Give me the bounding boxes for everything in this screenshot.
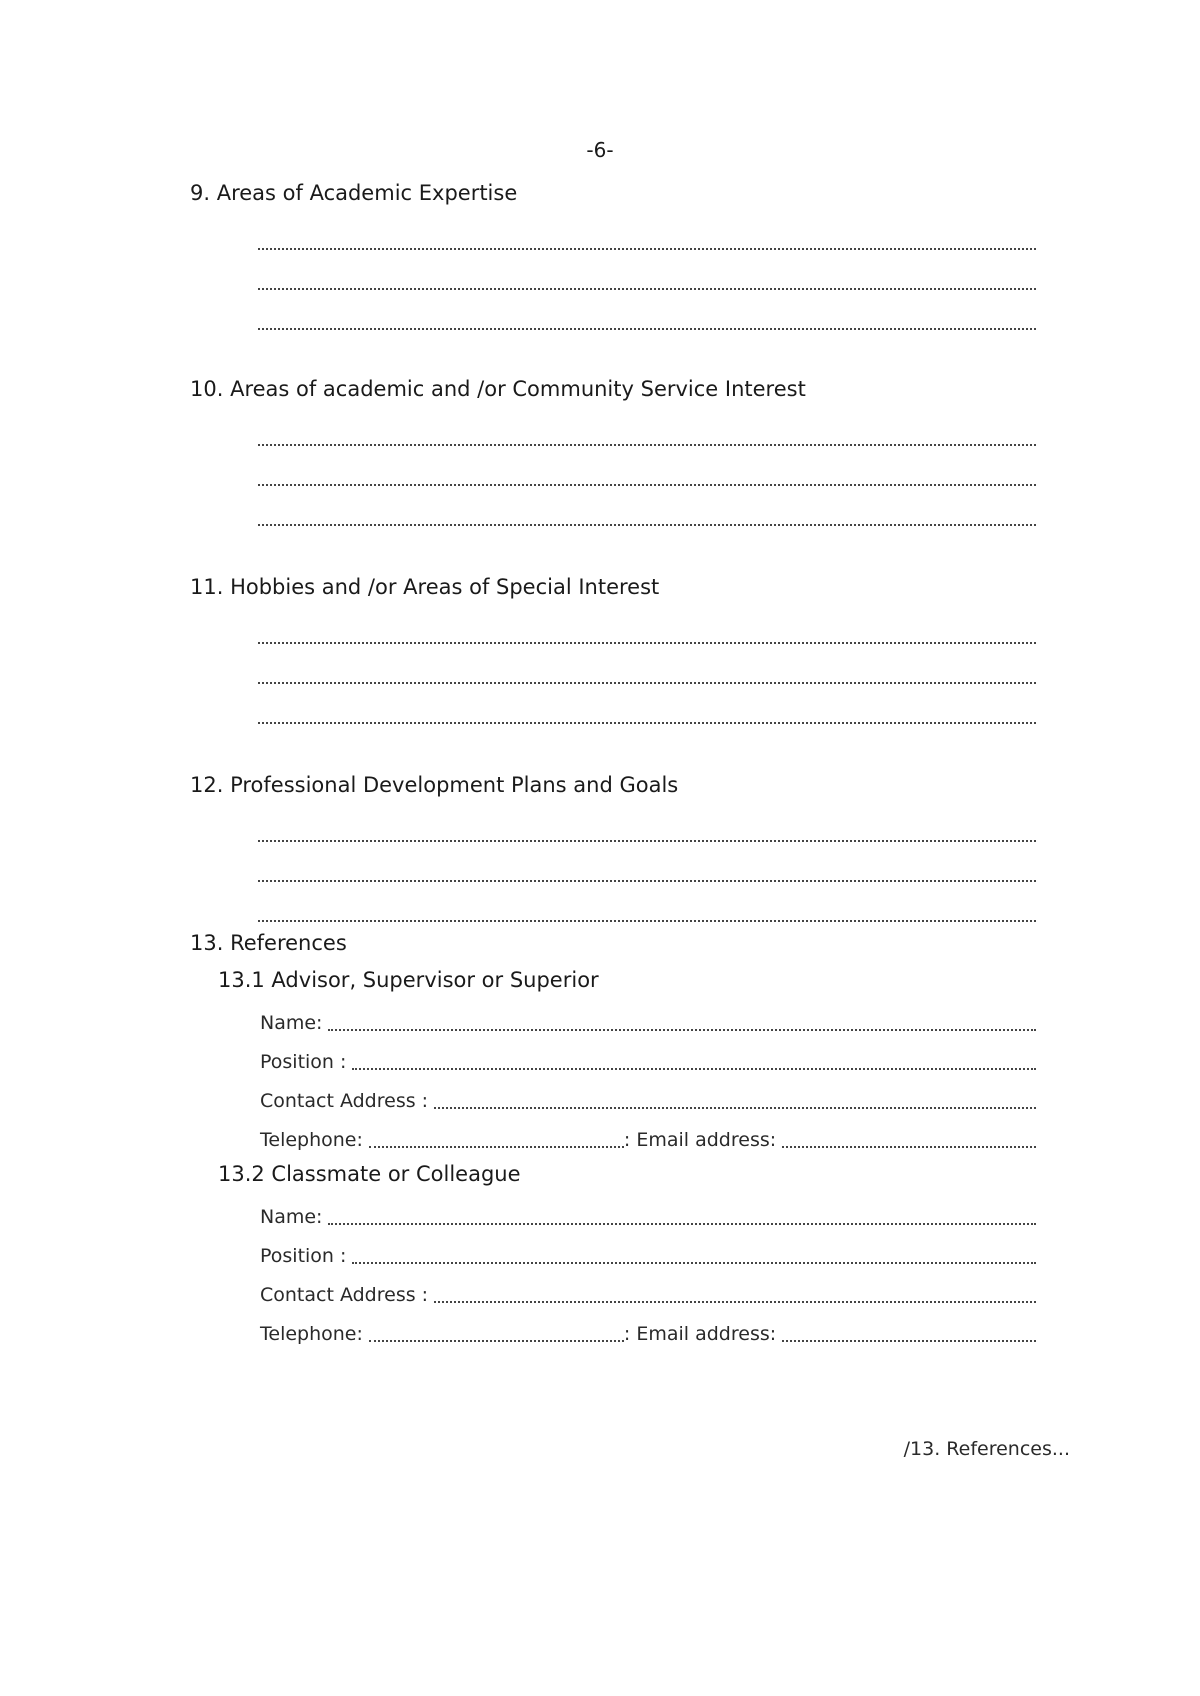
answer-line[interactable]: [258, 882, 1036, 922]
answer-line[interactable]: [258, 208, 1036, 250]
colleague-name-input[interactable]: [328, 1203, 1036, 1225]
field-label: Position :: [260, 1245, 347, 1267]
colleague-contact-field: [260, 1307, 1036, 1346]
colleague-name-field: [260, 1190, 1036, 1229]
colleague-telephone-input[interactable]: [369, 1320, 624, 1342]
page-number: -6-: [586, 138, 614, 162]
subsection-colleague-title: 13.2 Classmate or Colleague: [218, 1162, 521, 1186]
colleague-position-input[interactable]: [352, 1242, 1036, 1264]
advisor-name-field: [260, 996, 1036, 1035]
colleague-address-field: [260, 1268, 1036, 1307]
section-community-service-interest: [190, 374, 1050, 526]
advisor-position-field: [260, 1035, 1036, 1074]
section-references: [190, 928, 1050, 1346]
field-label: Telephone:: [260, 1323, 363, 1345]
answer-line[interactable]: [258, 250, 1036, 290]
answer-line[interactable]: [258, 486, 1036, 526]
advisor-email-input[interactable]: [782, 1126, 1036, 1148]
advisor-contact-field: [260, 1113, 1036, 1152]
section-hobbies: [190, 572, 1050, 724]
advisor-address-field: [260, 1074, 1036, 1113]
section-title: 13. References: [190, 931, 347, 955]
answer-line[interactable]: [258, 446, 1036, 486]
field-label: Name:: [260, 1206, 323, 1228]
colleague-address-input[interactable]: [434, 1281, 1036, 1303]
answer-line[interactable]: [258, 800, 1036, 842]
section-title: 11. Hobbies and /or Areas of Special Interest: [190, 575, 660, 599]
section-title: 12. Professional Development Plans and Goals: [190, 773, 679, 797]
answer-line[interactable]: [258, 842, 1036, 882]
answer-line[interactable]: [258, 602, 1036, 644]
section-professional-development: [190, 770, 1050, 922]
answer-line[interactable]: [258, 644, 1036, 684]
section-title: 9. Areas of Academic Expertise: [190, 181, 518, 205]
field-label: Telephone:: [260, 1129, 363, 1151]
advisor-address-input[interactable]: [434, 1087, 1036, 1109]
field-label: : Email address:: [623, 1323, 777, 1345]
answer-line[interactable]: [258, 404, 1036, 446]
answer-line[interactable]: [258, 684, 1036, 724]
colleague-email-input[interactable]: [782, 1320, 1036, 1342]
advisor-name-input[interactable]: [328, 1009, 1036, 1031]
field-label: Name:: [260, 1012, 323, 1034]
field-label: Position :: [260, 1051, 347, 1073]
advisor-telephone-input[interactable]: [369, 1126, 624, 1148]
field-label: : Email address:: [623, 1129, 777, 1151]
section-academic-expertise: [190, 178, 1050, 330]
field-label: Contact Address :: [260, 1090, 429, 1112]
colleague-position-field: [260, 1229, 1036, 1268]
subsection-advisor-title: 13.1 Advisor, Supervisor or Superior: [218, 968, 599, 992]
field-label: Contact Address :: [260, 1284, 429, 1306]
advisor-position-input[interactable]: [352, 1048, 1036, 1070]
continuation-note: /13. References...: [903, 1438, 1070, 1460]
answer-line[interactable]: [258, 290, 1036, 330]
section-title: 10. Areas of academic and /or Community Service Interest: [190, 377, 806, 401]
